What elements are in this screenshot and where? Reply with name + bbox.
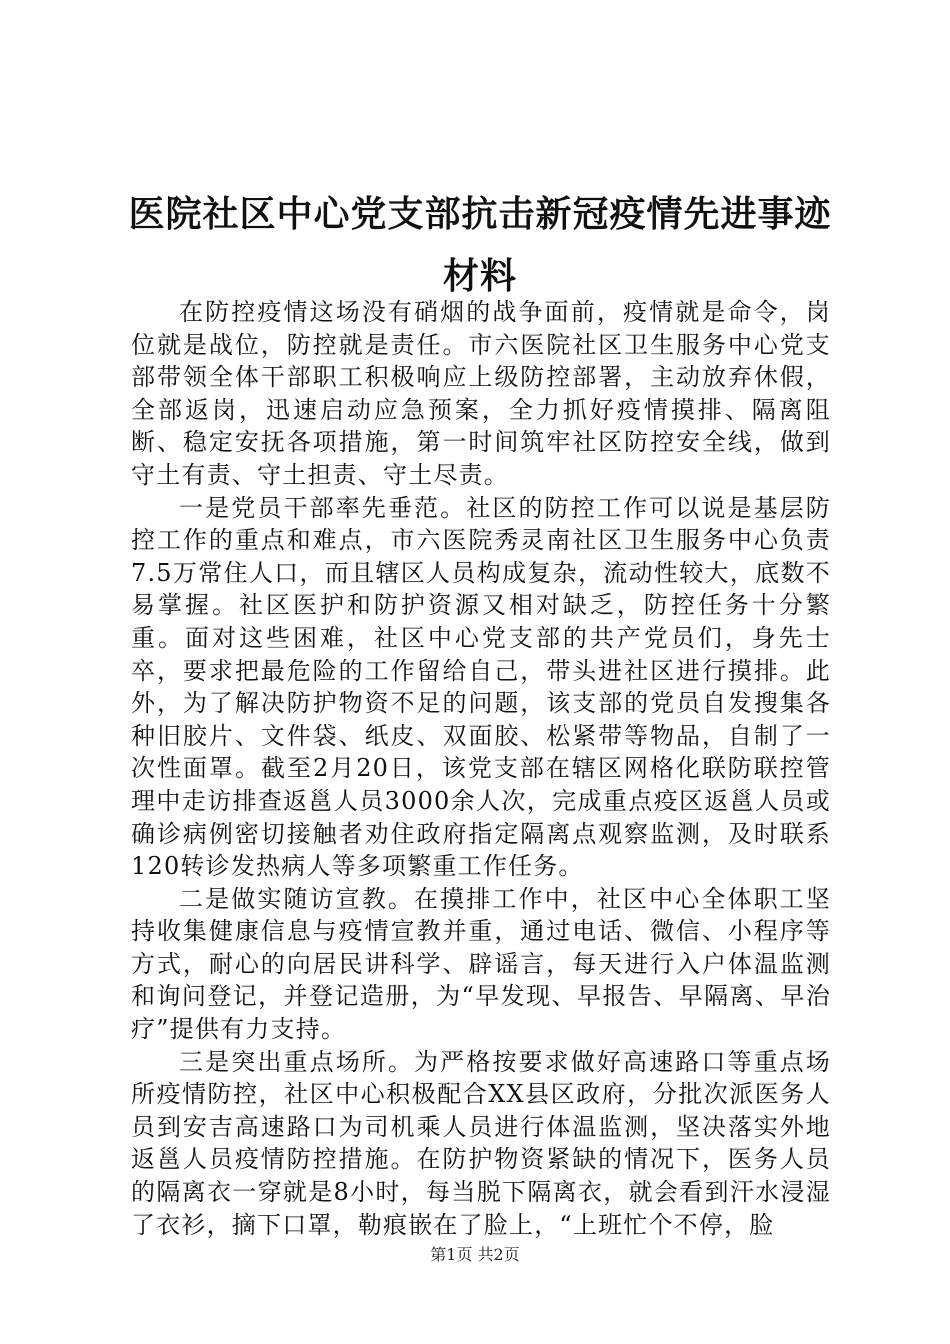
paragraph-key-places: 三是突出重点场所。为严格按要求做好高速路口等重点场所疫情防控，社区中心积极配合XX县区政府，分批次派医务人员到安吉高速路口为司机乘人员进行体温监测，坚决落实外地返邕人员疫情防控措施。在防护物资紧缺的情况下，医务人员的隔离衣一穿就是8小时，每当脱下隔离衣，就会看到汗水浸湿了衣衫，摘下口罩，勒痕嵌在了脸上，“上班忙个不停，脸 [131,1047,831,1239]
paragraph-follow-up: 二是做实随访宣教。在摸排工作中，社区中心全体职工坚持收集健康信息与疫情宣教并重，通过电话、微信、小程序等方式，耐心的向居民讲科学、辟谣言，每天进行入户体温监测和询问登记，并登记造册，为“早发现、早报告、早隔离、早治疗”提供有力支持。 [131,884,831,1044]
paragraph-party-members: 一是党员干部率先垂范。社区的防控工作可以说是基层防控工作的重点和难点，市六医院秀灵南社区卫生服务中心负责7.5万常住人口，而且辖区人员构成复杂，流动性较大，底数不易掌握。社区医护和防护资源又相对缺乏，防控任务十分繁重。面对这些困难，社区中心党支部的共产党员们，身先士卒，要求把最危险的工作留给自己，带头进社区进行摸排。此外，为了解决防护物资不足的问题，该支部的党员自发搜集各种旧胶片、文件袋、纸皮、双面胶、松紧带等物品，自制了一次性面罩。截至2月20日，该党支部在辖区网格化联防联控管理中走访排查返邕人员3000余人次，完成重点疫区返邕人员或确诊病例密切接触者劝住政府指定隔离点观察监测，及时联系120转诊发热病人等多项繁重工作任务。 [131,493,831,881]
paragraph-intro: 在防控疫情这场没有硝烟的战争面前，疫情就是命令，岗位就是战位，防控就是责任。市六医院社区卫生服务中心党支部带领全体干部职工积极响应上级防控部署，主动放弃休假，全部返岗，迅速启动应急预案，全力抓好疫情摸排、隔离阻断、稳定安抚各项措施，第一时间筑牢社区防控安全线，做到守土有责、守土担责、守土尽责。 [131,298,831,489]
document-body [131,296,831,1241]
document-title: 医院社区中心党支部抗击新冠疫情先进事迹材料 [128,193,832,297]
page-footer: 第1页 共2页 [430,1245,520,1264]
